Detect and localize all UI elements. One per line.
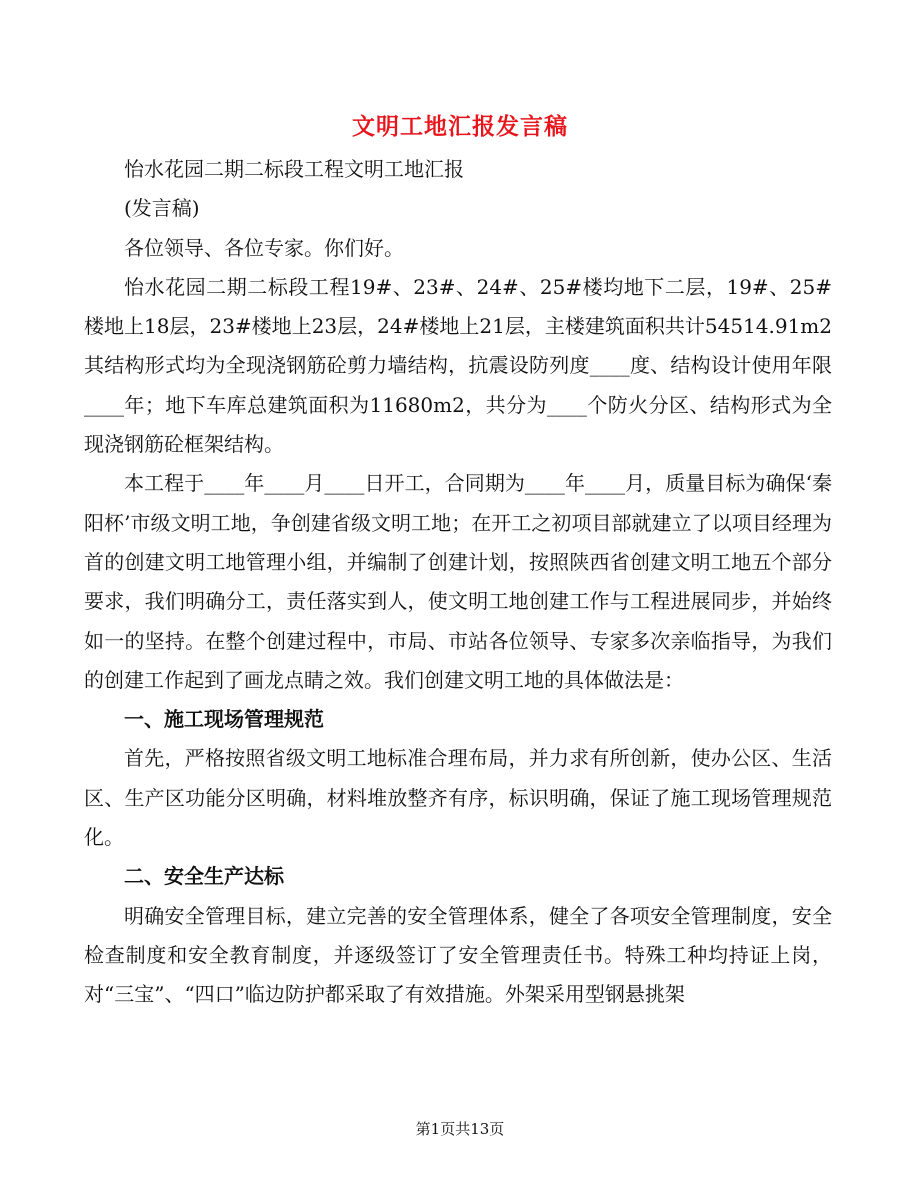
document-title: 文明工地汇报发言稿 [352, 113, 568, 140]
section-heading: 二、安全生产达标 [124, 864, 284, 889]
paragraph: 各位领导、各位专家。你们好。 [124, 235, 404, 260]
document-body [84, 150, 832, 1015]
paragraph: 明确安全管理目标，建立完善的安全管理体系，健全了各项安全管理制度，安全检查制度和安全教育制度，并逐级签订了安全管理责任书。特殊工种均持证上岗，对“三宝”、“四口”临边防护都采取了有效措施。外架采用型钢悬挑架 [84, 903, 832, 1007]
paragraph: 首先，严格按照省级文明工地标准合理布局，并力求有所创新，使办公区、生活区、生产区功能分区明确，材料堆放整齐有序，标识明确，保证了施工现场管理规范化。 [84, 746, 832, 850]
paragraph: (发言稿) [124, 196, 200, 221]
paragraph: 怡水花园二期二标段工程文明工地汇报 [124, 157, 464, 181]
page-footer: 第1页共13页 [415, 1120, 505, 1138]
paragraph: 怡水花园二期二标段工程19#、23#、24#、25#楼均地下二层，19#、25#楼地上18层，23#楼地上23层，24#楼地上21层，主楼建筑面积共计54514.91m2其结构形式均为全现浇钢筋砼剪力墙结构，抗震设防列度____度、结构设计使用年限____年；地下车库总建筑面积为11680m2，共分为____个防火分区、结构形式为全现浇钢筋砼框架结构。 [84, 274, 832, 457]
section-heading: 一、施工现场管理规范 [124, 707, 324, 732]
paragraph: 本工程于____年____月____日开工，合同期为____年____月，质量目标为确保‘秦阳杯’市级文明工地，争创建省级文明工地；在开工之初项目部就建立了以项目经理为首的创建文明工地管理小组，并编制了创建计划，按照陕西省创建文明工地五个部分要求，我们明确分工，责任落实到人，使文明工地创建工作与工程进展同步，并始终如一的坚持。在整个创建过程中，市局、市站各位领导、专家多次亲临指导，为我们的创建工作起到了画龙点睛之效。我们创建文明工地的具体做法是： [84, 471, 832, 692]
